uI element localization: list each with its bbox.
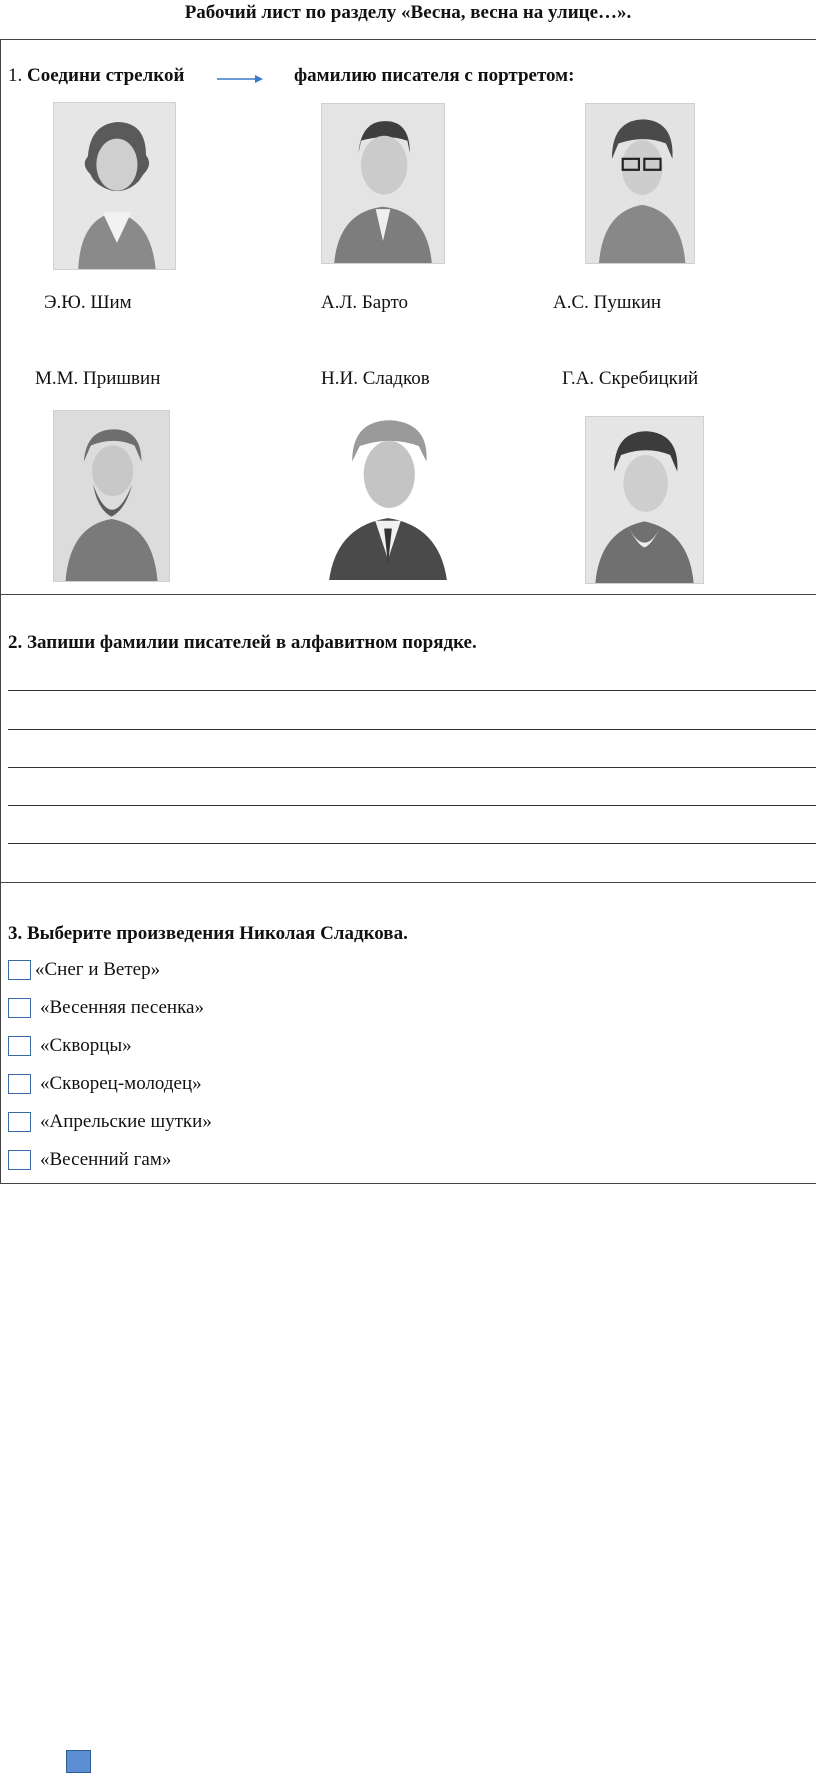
option-checkbox[interactable] xyxy=(8,1150,31,1170)
arrow-icon xyxy=(216,72,264,86)
portrait-writer-2[interactable] xyxy=(321,103,445,264)
author-name-prishvin[interactable]: М.М. Пришвин xyxy=(35,368,161,389)
option-label: «Весенняя песенка» xyxy=(40,997,204,1018)
option-row[interactable] xyxy=(8,996,204,1020)
option-checkbox[interactable] xyxy=(8,1074,31,1094)
portrait-image xyxy=(322,104,444,263)
option-label: «Снег и Ветер» xyxy=(35,959,161,980)
task-1-text-before: Соедини стрелкой xyxy=(27,65,185,86)
author-name-shim[interactable]: Э.Ю. Шим xyxy=(44,292,132,313)
portrait-image xyxy=(324,410,452,580)
option-row[interactable] xyxy=(8,1072,202,1096)
answer-line[interactable] xyxy=(8,729,816,730)
option-row[interactable] xyxy=(8,958,160,982)
option-label: «Весенний гам» xyxy=(40,1149,172,1170)
portrait-writer-1[interactable] xyxy=(53,102,176,270)
option-row[interactable] xyxy=(8,1148,171,1172)
answer-line[interactable] xyxy=(8,767,816,768)
portrait-writer-5[interactable] xyxy=(324,410,452,580)
option-checkbox[interactable] xyxy=(8,1112,31,1132)
author-name-sladkov[interactable]: Н.И. Сладков xyxy=(321,368,430,389)
portrait-image xyxy=(54,411,169,581)
option-row[interactable] xyxy=(8,1110,212,1134)
option-checkbox[interactable] xyxy=(8,960,31,980)
task-2-heading: 2. Запиши фамилии писателей в алфавитном порядке. xyxy=(8,632,477,653)
option-checkbox[interactable] xyxy=(8,998,31,1018)
option-checkbox[interactable] xyxy=(8,1036,31,1056)
author-name-barto[interactable]: А.Л. Барто xyxy=(321,292,409,313)
option-label: «Скворец-молодец» xyxy=(40,1073,202,1094)
answer-line[interactable] xyxy=(8,805,816,806)
task-1-text-after: фамилию писателя с портретом: xyxy=(294,65,575,86)
option-row[interactable] xyxy=(8,1034,132,1058)
task-1-number: 1. xyxy=(8,65,23,86)
portrait-writer-6[interactable] xyxy=(585,416,704,584)
task-1-heading xyxy=(8,65,184,87)
author-name-pushkin[interactable]: А.С. Пушкин xyxy=(553,292,662,313)
task-3-heading: 3. Выберите произведения Николая Сладкова. xyxy=(8,923,408,944)
answer-line[interactable] xyxy=(8,690,816,691)
portrait-image xyxy=(54,103,175,269)
blue-square-mark xyxy=(66,1750,91,1773)
option-label: «Апрельские шутки» xyxy=(40,1111,212,1132)
portrait-writer-4[interactable] xyxy=(53,410,170,582)
answer-line[interactable] xyxy=(8,843,816,844)
portrait-image xyxy=(586,417,703,583)
portrait-image xyxy=(586,104,694,263)
worksheet-title: Рабочий лист по разделу «Весна, весна на улице…». xyxy=(184,2,632,23)
author-name-skrebitsky[interactable]: Г.А. Скребицкий xyxy=(562,368,699,389)
option-label: «Скворцы» xyxy=(40,1035,132,1056)
portrait-writer-3[interactable] xyxy=(585,103,695,264)
